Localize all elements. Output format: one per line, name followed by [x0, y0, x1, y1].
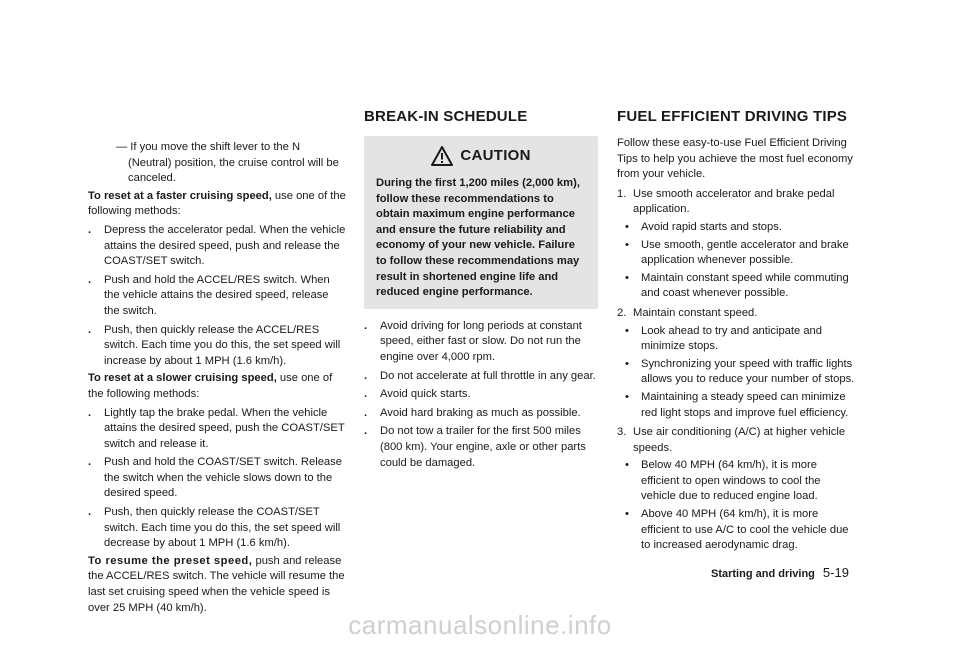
bullet-marker: .: [364, 425, 368, 438]
caution-title: CAUTION: [460, 147, 531, 165]
tip-number: 1.: [617, 187, 627, 200]
break-in-list: [364, 319, 598, 471]
tip-sub-item: [617, 458, 857, 505]
tip-sub-item: [617, 390, 857, 421]
tip-number: 3.: [617, 426, 627, 439]
list-item: [364, 406, 598, 422]
sub-item-text: Use smooth, gentle accelerator and brake application whenever possible.: [641, 238, 849, 267]
resume-speed-paragraph: [88, 554, 346, 616]
slower-speed-lead: To reset at a slower cruising speed,: [88, 372, 277, 385]
bullet-text: Avoid quick starts.: [380, 388, 471, 401]
bullet-marker: •: [625, 508, 629, 521]
numbered-tip: [617, 306, 857, 322]
sub-item-text: Maintain constant speed while commuting and coast whenever possible.: [641, 271, 849, 300]
faster-speed-rest: use one of the following methods:: [88, 189, 346, 218]
break-in-column: [364, 108, 598, 471]
bullet-marker: .: [88, 273, 92, 286]
break-in-heading: BREAK-IN SCHEDULE: [364, 108, 528, 125]
fuel-tips-heading: FUEL EFFICIENT DRIVING TIPS: [617, 108, 848, 125]
resume-speed-lead: To resume the preset speed,: [88, 554, 253, 567]
list-item: [364, 424, 598, 471]
bullet-marker: .: [88, 456, 92, 469]
cruise-control-column: [88, 140, 346, 616]
list-item: [364, 319, 598, 366]
bullet-marker: •: [625, 324, 629, 337]
list-item: [88, 323, 346, 370]
bullet-text: Push, then quickly release the ACCEL/RES switch. Each time you do this, the set speed will increase by about 1 MPH (1.6 km/h).: [104, 323, 341, 367]
sub-item-text: Above 40 MPH (64 km/h), it is more efficient to use A/C to cool the vehicle due to increased aerodynamic drag.: [641, 508, 849, 552]
caution-header: [376, 146, 586, 166]
bullet-marker: .: [364, 406, 368, 419]
numbered-tip: [617, 187, 857, 218]
tip-sub-item: [617, 507, 857, 554]
list-item: [88, 273, 346, 320]
bullet-marker: •: [625, 357, 629, 370]
tip-sub-item: [617, 324, 857, 355]
bullet-text: Avoid hard braking as much as possible.: [380, 406, 581, 419]
bullet-marker: .: [364, 388, 368, 401]
numbered-tip: [617, 425, 857, 456]
tip-sub-item: [617, 357, 857, 388]
caution-text: During the first 1,200 miles (2,000 km), follow these recommendations to obtain maximum engine performance and ensure the future reliability and economy of your new vehicle. Failure to follow these recommendations may result in shortened engine life and reduced engine performance.: [376, 177, 580, 299]
page-footer: [711, 565, 849, 580]
shift-lever-note: — If you move the shift lever to the N (Neutral) position, the cruise control will be canceled.: [116, 141, 339, 185]
tip-text: Use air conditioning (A/C) at higher vehicle speeds.: [633, 426, 846, 454]
warning-triangle-icon: [431, 146, 453, 166]
bullet-marker: .: [88, 406, 92, 419]
bullet-marker: .: [88, 223, 92, 236]
fuel-tips-column: [617, 108, 857, 554]
faster-speed-lead: To reset at a faster cruising speed,: [88, 189, 272, 202]
bullet-marker: .: [364, 369, 368, 382]
bullet-text: Push and hold the ACCEL/RES switch. When the vehicle attains the desired speed, release the switch.: [104, 273, 330, 317]
sub-item-text: Look ahead to try and anticipate and minimize stops.: [641, 324, 822, 353]
bullet-text: Avoid driving for long periods at constant speed, either fast or slow. Do not run the engine over 4,000 rpm.: [380, 319, 582, 363]
tip-sub-item: [617, 238, 857, 269]
bullet-text: Do not tow a trailer for the first 500 miles (800 km). Your engine, axle or other parts could be damaged.: [380, 425, 586, 469]
faster-speed-list: [88, 223, 346, 369]
bullet-text: Lightly tap the brake pedal. When the vehicle attains the desired speed, push the COAST/SET switch and release it.: [104, 406, 345, 450]
bullet-marker: •: [625, 220, 629, 233]
tip-sub-item: [617, 271, 857, 302]
fuel-tips-intro: Follow these easy-to-use Fuel Efficient Driving Tips to help you achieve the most fuel economy from your vehicle.: [617, 137, 853, 181]
bullet-marker: .: [88, 506, 92, 519]
bullet-text: Push, then quickly release the COAST/SET switch. Each time you do this, the set speed will decrease by about 1 MPH (1.6 km/h).: [104, 506, 341, 550]
list-item: [364, 369, 598, 385]
faster-speed-intro: [88, 189, 346, 220]
bullet-text: Push and hold the COAST/SET switch. Release the switch when the vehicle slows down to the desired speed.: [104, 456, 342, 500]
tip-text: Maintain constant speed.: [633, 306, 758, 319]
tip-sub-item: [617, 220, 857, 236]
bullet-marker: •: [625, 238, 629, 251]
sub-item-text: Maintaining a steady speed can minimize red light stops and improve fuel efficiency.: [641, 390, 849, 419]
watermark: carmanualsonline.info: [348, 610, 612, 640]
sub-item-text: Avoid rapid starts and stops.: [641, 220, 782, 233]
caution-box: [364, 136, 598, 309]
fuel-tips-list: [617, 187, 857, 554]
list-item: [88, 406, 346, 453]
bullet-marker: .: [88, 323, 92, 336]
resume-speed-rest: push and release the ACCEL/RES switch. The vehicle will resume the last set cruising speed when the vehicle speed is over 25 MPH (40 km/h).: [88, 554, 345, 614]
slower-speed-rest: use one of the following methods:: [88, 372, 333, 400]
list-item: [364, 387, 598, 403]
bullet-marker: •: [625, 390, 629, 403]
tip-number: 2.: [617, 306, 627, 319]
sub-item-text: Below 40 MPH (64 km/h), it is more efficient to open windows to cool the vehicle due to reduced engine load.: [641, 459, 821, 503]
bullet-marker: •: [625, 459, 629, 472]
bullet-text: Depress the accelerator pedal. When the vehicle attains the desired speed, push and release the COAST/SET switch.: [104, 223, 346, 268]
list-item: [88, 505, 346, 552]
sub-item-text: Synchronizing your speed with traffic lights allows you to reduce your number of stops.: [641, 357, 855, 386]
footer-section: Starting and driving: [711, 568, 815, 580]
bullet-marker: •: [625, 271, 629, 284]
list-item: [88, 455, 346, 502]
bullet-marker: .: [364, 319, 368, 332]
list-item: [88, 223, 346, 270]
slower-speed-list: [88, 406, 346, 552]
footer-page-number: 5-19: [822, 565, 849, 580]
bullet-text: Do not accelerate at full throttle in any gear.: [380, 369, 596, 382]
tip-text: Use smooth accelerator and brake pedal application.: [633, 187, 835, 216]
slower-speed-intro: [88, 371, 346, 402]
